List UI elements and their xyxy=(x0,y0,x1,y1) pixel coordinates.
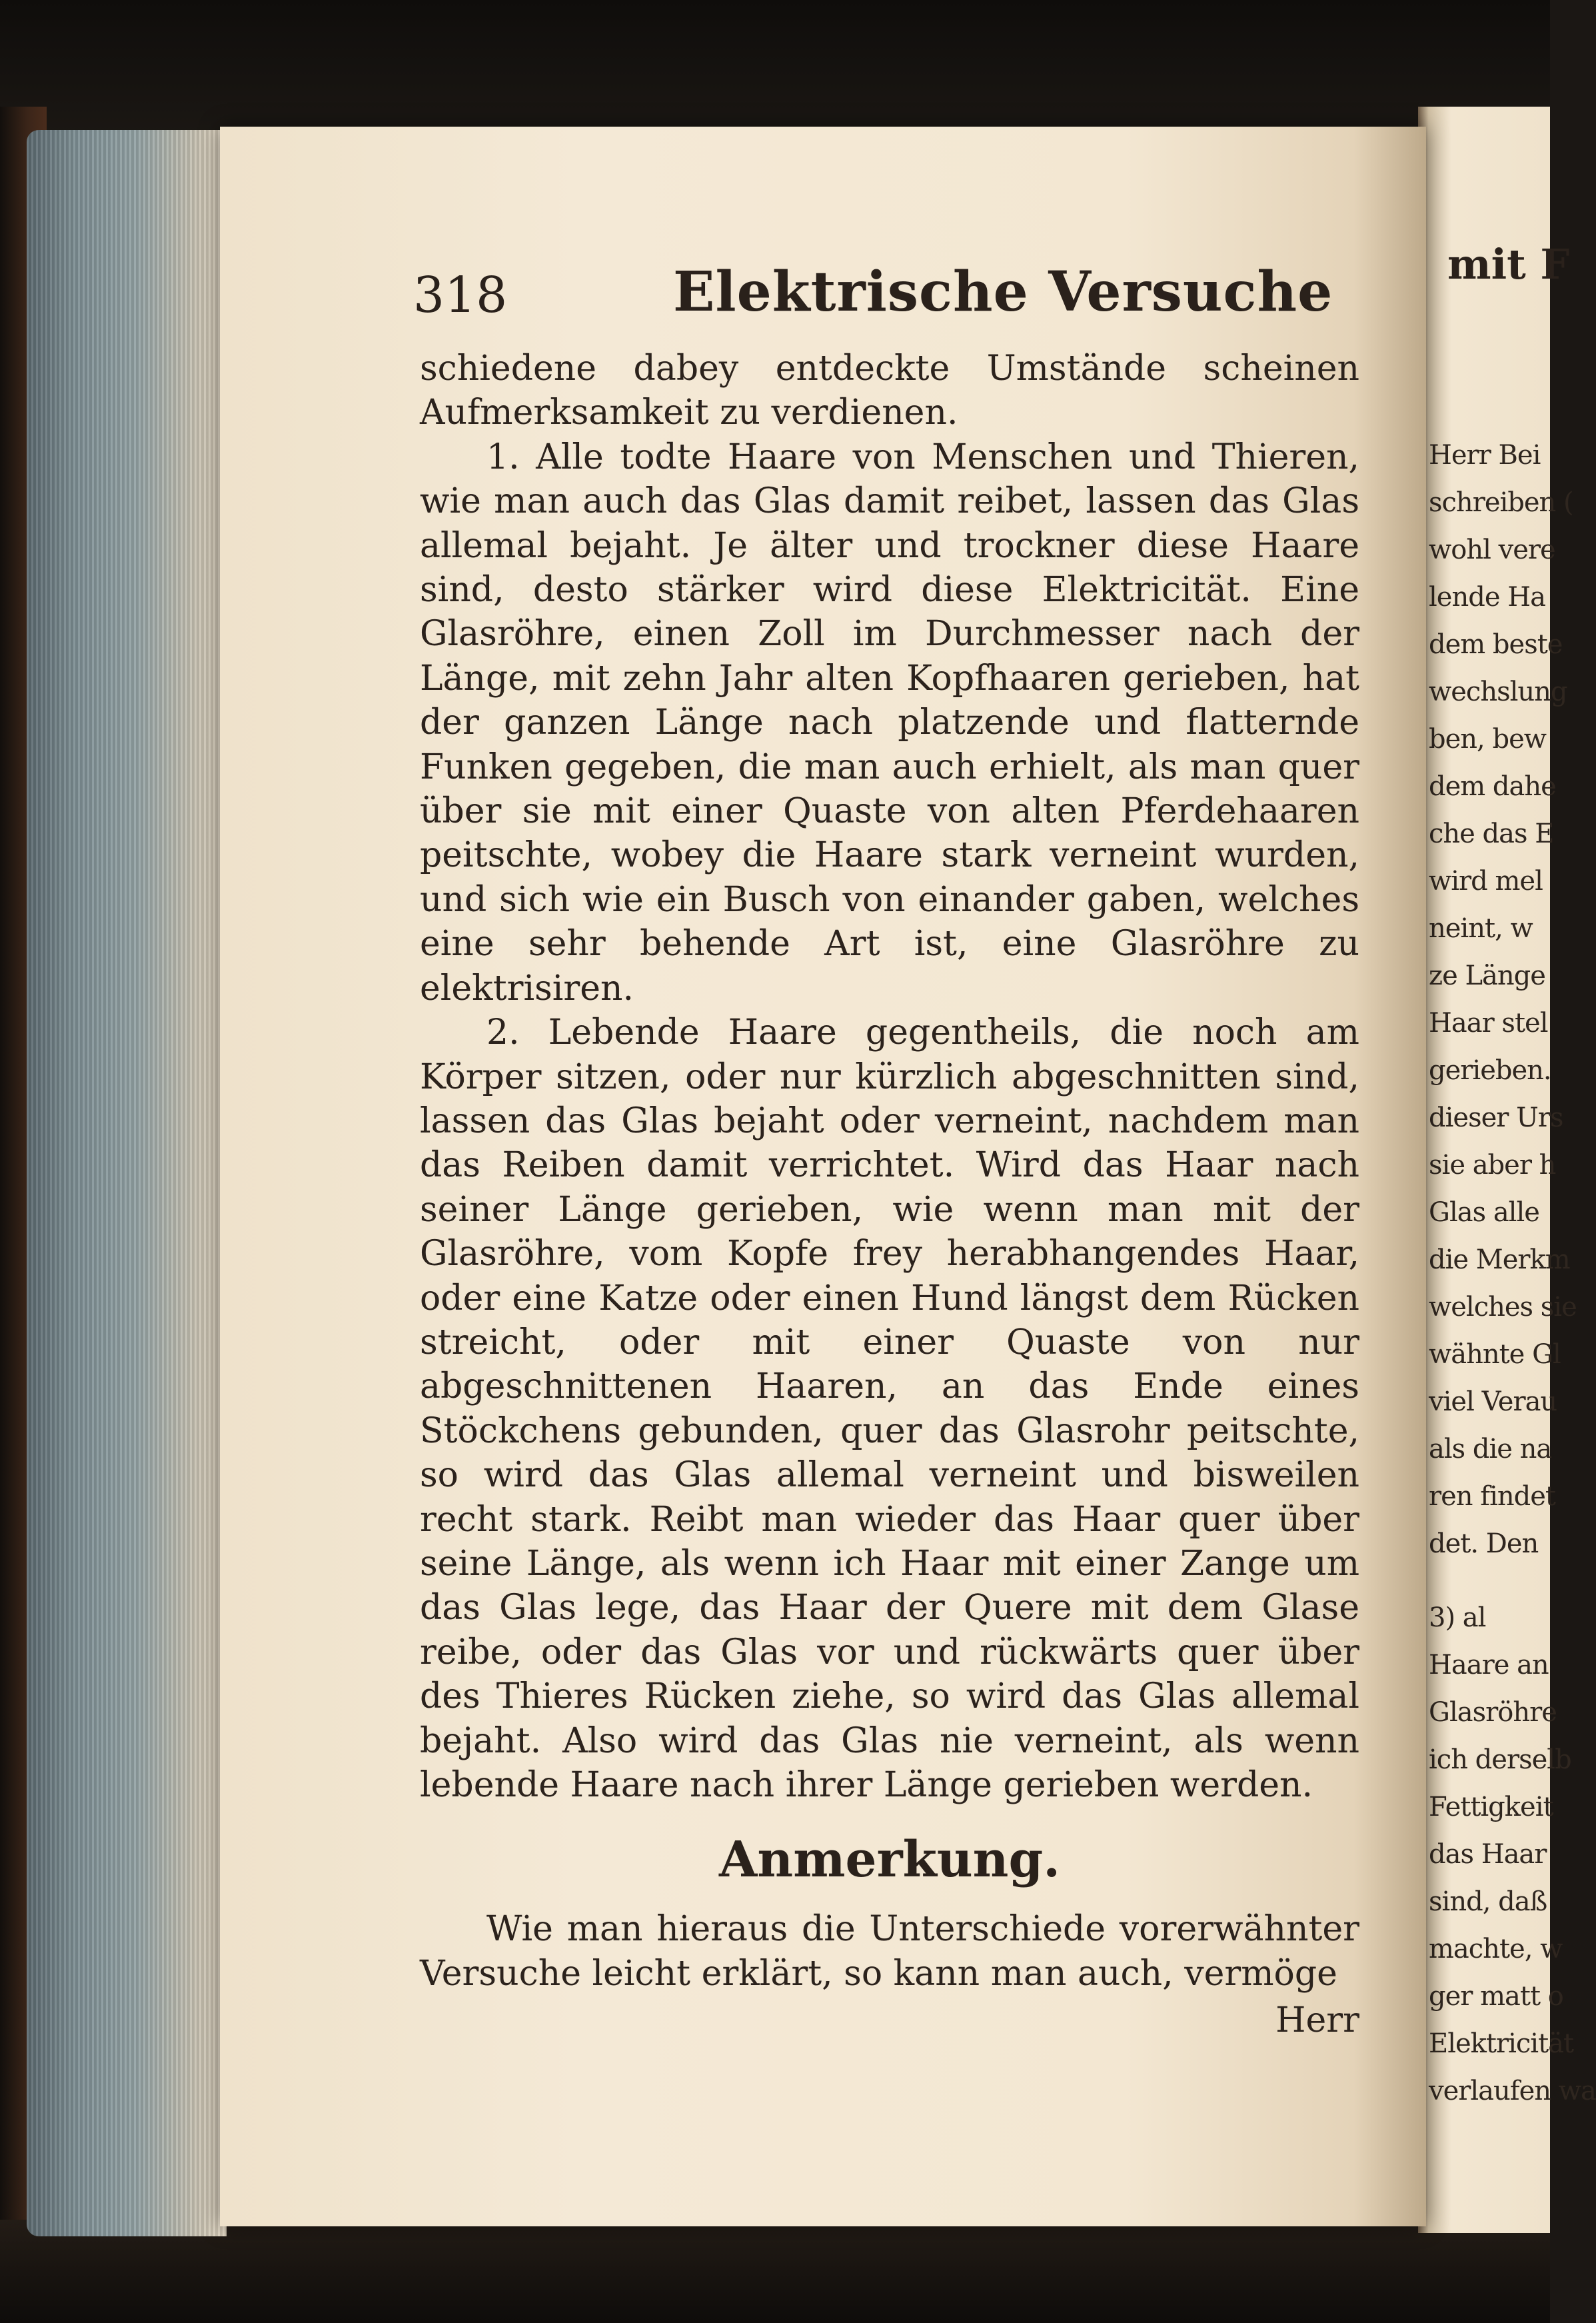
right-page-line: dem dahe xyxy=(1429,771,1556,802)
right-page-line: wird mel xyxy=(1429,866,1543,897)
right-page-line: Haare an xyxy=(1429,1650,1549,1680)
right-page-line: Elektricität xyxy=(1429,2028,1574,2059)
right-page-line: wechslung xyxy=(1429,677,1567,707)
page-body xyxy=(420,347,1359,2040)
right-page-line: ich derselb xyxy=(1429,1744,1571,1775)
right-page-line: verlaufen wa xyxy=(1429,2076,1596,2106)
right-page-line: Fettigkeit xyxy=(1429,1792,1553,1822)
page-block-edges xyxy=(27,130,227,2236)
right-page-line: das Haar xyxy=(1429,1839,1547,1870)
right-page-line: det. Den xyxy=(1429,1528,1539,1559)
right-page-line: lende Ha xyxy=(1429,582,1545,613)
right-page-line: ger matt o xyxy=(1429,1981,1563,2012)
right-page-running-head: mit F xyxy=(1447,240,1570,289)
right-page-line: sie aber h xyxy=(1429,1150,1556,1180)
right-page-line: neint, w xyxy=(1429,913,1533,944)
right-page-line: che das E xyxy=(1429,819,1554,849)
right-page-line: viel Verau xyxy=(1429,1386,1557,1417)
right-page-fragment xyxy=(1418,107,1596,2233)
right-page-line: schreiben ( xyxy=(1429,487,1573,518)
right-page-line: Glas alle xyxy=(1429,1197,1539,1228)
running-head: Elektrische Versuche xyxy=(673,260,1333,324)
right-page-line: dem beste xyxy=(1429,629,1563,660)
book-cover-bottom xyxy=(0,2220,1550,2323)
right-page-line: sind, daß xyxy=(1429,1886,1547,1917)
right-page-line: Haar stel xyxy=(1429,1008,1548,1039)
right-page-line: die Merkm xyxy=(1429,1244,1570,1275)
paragraph-2: 2. Lebende Haare gegentheils, die noch am Körper sitzen, oder nur kürzlich abgeschnitten sind, lassen das Glas bejaht oder verneint, nachdem man das Reiben damit verrichtet. Wird das Haar nach seiner Länge gerieben, wie wenn man mit der Glasröhre, vom Kopfe frey herabhangendes Haar, oder eine Katze oder einen Hund längst dem Rücken streicht, oder mit einer Quaste von nur abgeschnittenen Haaren, an das Ende eines Stöckchens gebunden, quer das Glasrohr peitschte, so wird das Glas allemal verneint und bisweilen recht stark. Reibt man wieder das Haar quer über seine Länge, als wenn ich Haar mit einer Zange um das Glas lege, das Haar der Quere mit dem Glase reibe, oder das Glas vor und rückwärts quer über des Thieres Rücken ziehe, so wird das Glas allemal bejaht. Also wird das Glas nie verneint, als wenn lebende Haare nach ihrer Länge gerieben werden. xyxy=(420,1013,1359,1805)
paragraph-intro: schiedene dabey entdeckte Umstände scheinen Aufmerksamkeit zu verdienen. xyxy=(420,349,1359,433)
right-page-line: ben, bew xyxy=(1429,724,1546,755)
right-page-line: machte, w xyxy=(1429,1934,1563,1964)
right-page-line: wähnte Gl xyxy=(1429,1339,1561,1370)
section-heading: Anmerkung. xyxy=(719,1831,1060,1889)
right-page-line: ren findet xyxy=(1429,1481,1555,1512)
paragraph-1: 1. Alle todte Haare von Menschen und Thieren, wie man auch das Glas damit reibet, lassen das Glas allemal bejaht. Je älter und trockner diese Haare sind, desto stärker wird diese Elektricität. Eine Glasröhre, einen Zoll im Durchmesser nach der Länge, mit zehn Jahr alten Kopfhaaren gerieben, hat der ganzen Länge nach platzende und flatternde Funken gegeben, die man auch erhielt, als man quer über sie mit einer Quaste von alten Pferdehaaren peitschte, wobey die Haare stark verneint wurden, und sich wie ein Busch von einander gaben, welches eine sehr behende Art ist, eine Glasröhre zu elektrisiren. xyxy=(420,437,1359,1009)
right-page-line: ze Länge xyxy=(1429,961,1545,991)
right-page-line: wohl vere xyxy=(1429,535,1555,565)
right-page-line: dieser Urs xyxy=(1429,1103,1563,1133)
right-page-line: 3) al xyxy=(1429,1602,1486,1633)
right-page-line: welches sie xyxy=(1429,1292,1577,1322)
right-page-line: Glasröhre xyxy=(1429,1697,1557,1728)
right-page-line: gerieben. xyxy=(1429,1055,1551,1086)
right-page-line: als die na xyxy=(1429,1434,1552,1464)
right-page-line: Herr Bei xyxy=(1429,440,1541,471)
catchword: Herr xyxy=(1275,2000,1359,2040)
paragraph-remark: Wie man hieraus die Unterschiede vorerwähnter Versuche leicht erklärt, so kann man auch, vermöge xyxy=(420,1909,1359,1994)
page-number: 318 xyxy=(413,267,508,324)
